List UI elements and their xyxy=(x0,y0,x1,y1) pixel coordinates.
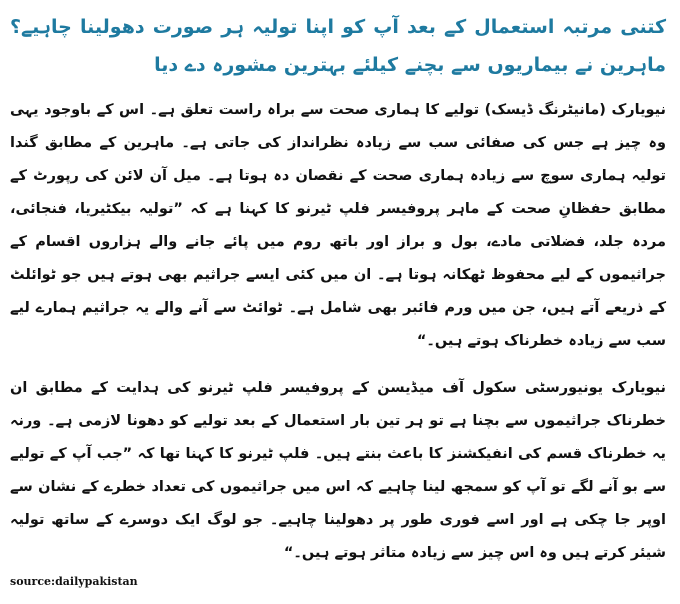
source-credit: source:dailypakistan xyxy=(10,575,138,588)
article-paragraph-2: نیویارک یونیورسٹی سکول آف میڈیسن کے پروفیسر فلپ ٹیرنو کی ہدایت کے مطابق ان خطرناک جراثیموں سے بچنا ہے تو ہر تین بار استعمال کے بعد تولیے کو دھونا لازمی ہے۔ ورنہ یہ خطرناک قسم کی انفیکشنز کا باعث بنتے ہیں۔ فلپ ٹیرنو کا کہنا تھا کہ ”جب آپ کے تولیے سے بو آنے لگے تو آپ کو سمجھ لینا چاہیے کہ اس میں جراثیموں کی تعداد خطرے کے نشان سے اوپر جا چکی ہے اور اسے فوری طور پر دھولینا چاہیے۔ جو لوگ ایک دوسرے کے ساتھ تولیہ شیئر کرتے ہیں وہ اس چیز سے زیادہ متاثر ہوتے ہیں۔“ xyxy=(10,380,666,561)
article-headline: کتنی مرتبہ استعمال کے بعد آپ کو اپنا تولیہ ہر صورت دھولینا چاہیے؟ ماہرین نے بیماریوں سے بچنے کیلئے بہترین مشورہ دے دیا xyxy=(10,16,666,76)
article-paragraph-1: نیویارک (مانیٹرنگ ڈیسک) تولیے کا ہماری صحت سے براہ راست تعلق ہے۔ اس کے باوجود یہی وہ چیز ہے جس کی صفائی سب سے زیادہ نظرانداز کی جاتی ہے۔ ماہرین کے مطابق گندا تولیہ ہماری سوچ سے زیادہ ہماری صحت کے نقصان دہ ہوتا ہے۔ میل آن لائن کی رپورٹ کے مطابق حفظانِ صحت کے ماہر پروفیسر فلپ ٹیرنو کا کہنا ہے کہ ”تولیہ بیکٹیریا، فنجائی، مردہ جلد، فضلاتی مادے، بول و براز اور باتھ روم میں پائے جانے والے ہزاروں اقسام کے جراثیموں کے لیے محفوظ ٹھکانہ ہوتا ہے۔ ان میں کئی ایسے جراثیم بھی ہوتے ہیں جو ٹوائلٹ کے ذریعے آتے ہیں، جن میں ورم فائبر بھی شامل ہے۔ ٹوائٹ سے آنے والے یہ جراثیم ہمارے لیے سب سے زیادہ خطرناک ہوتے ہیں۔“ xyxy=(10,102,666,349)
